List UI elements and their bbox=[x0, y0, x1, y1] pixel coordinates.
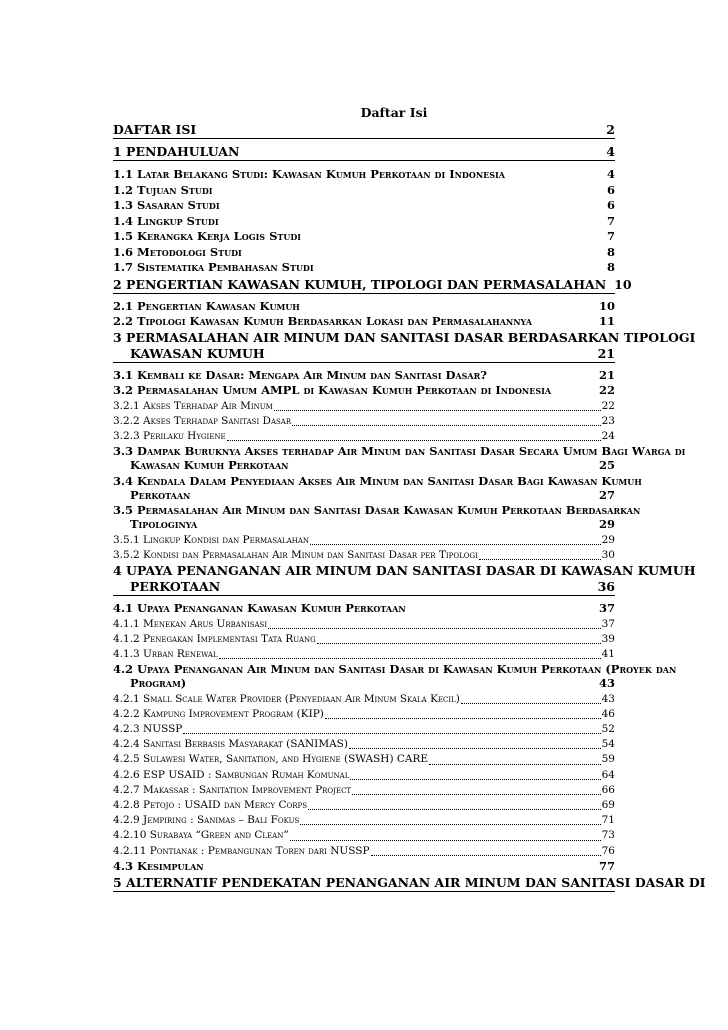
toc-entry[interactable] bbox=[113, 752, 615, 767]
toc-page-number: 8 bbox=[606, 260, 615, 274]
toc-entry-title: 1.4 Lingkup Studi bbox=[113, 213, 219, 228]
toc-entry-title: 3.5.2 Kondisi dan Permasalahan Air Minum dan Sanitasi Dasar per Tipologi bbox=[113, 548, 478, 561]
toc-entry[interactable] bbox=[113, 368, 615, 384]
toc-page-number: 7 bbox=[606, 229, 615, 243]
toc-entry-title: 4.1.1 Menekan Arus Urbanisasi bbox=[113, 617, 268, 630]
toc-entry-title: Program) bbox=[130, 676, 187, 691]
toc-entry-title: 4.3 Kesimpulan bbox=[113, 858, 204, 873]
toc-entry-title: 4.2.1 Small Scale Water Provider (Penyediaan Air Minum Skala Kecil) bbox=[113, 692, 460, 705]
toc-entry-title: 3.5.1 Lingkup Kondisi dan Permasalahan bbox=[113, 533, 310, 546]
toc-entry[interactable] bbox=[113, 214, 615, 230]
toc-leader bbox=[292, 425, 600, 426]
toc-entry[interactable] bbox=[113, 473, 642, 504]
toc-page-number: 4 bbox=[606, 144, 615, 159]
toc-page-number: 41 bbox=[601, 647, 615, 660]
toc-entry-title: Perkotaan bbox=[130, 487, 191, 502]
toc-page-number: 71 bbox=[601, 814, 615, 827]
toc-entry-title: 4.2.10 Surabaya “Green and Clean” bbox=[113, 829, 289, 842]
toc-entry-title: 3.2.1 Akses Terhadap Air Minum bbox=[113, 399, 273, 412]
toc-entry[interactable] bbox=[113, 383, 615, 399]
toc-page-number: 37 bbox=[598, 601, 615, 616]
toc-entry-title: 1.3 Sasaran Studi bbox=[113, 198, 220, 212]
toc-page-number: 7 bbox=[606, 213, 615, 228]
toc-page-number: 22 bbox=[598, 383, 615, 397]
toc-page-number: 30 bbox=[601, 548, 615, 561]
toc-entry-title: 1 PENDAHULUAN bbox=[113, 144, 240, 159]
toc-page-number: 8 bbox=[606, 244, 615, 259]
toc-entry[interactable] bbox=[113, 828, 615, 843]
toc-page-number: 22 bbox=[601, 399, 615, 412]
toc-entry-title: 4.2.5 Sulawesi Water, Sanitation, and Hygiene (SWASH) CARE bbox=[113, 753, 429, 766]
toc-page-number: 59 bbox=[601, 753, 615, 766]
toc-entry[interactable] bbox=[113, 692, 615, 707]
toc-page-number: 27 bbox=[598, 487, 615, 502]
toc-entry-title-line: 3 PERMASALAHAN AIR MINUM DAN SANITASI DASAR BERDASARKAN TIPOLOGI bbox=[113, 329, 696, 345]
toc-entry-title: 1.5 Kerangka Kerja Logis Studi bbox=[113, 229, 302, 243]
toc-entry[interactable] bbox=[113, 229, 615, 245]
toc-entry[interactable] bbox=[113, 601, 615, 617]
toc-page-number: 10 bbox=[614, 276, 632, 292]
toc-entry[interactable] bbox=[113, 707, 615, 722]
toc-leader bbox=[274, 410, 601, 411]
table-of-contents bbox=[113, 121, 706, 892]
toc-page-number: 21 bbox=[598, 367, 615, 382]
toc-entry[interactable] bbox=[113, 647, 615, 662]
toc-entry-title: 3.1 Kembali ke Dasar: Mengapa Air Minum dan Sanitasi Dasar? bbox=[113, 367, 487, 382]
toc-entry-title: Tipologinya bbox=[130, 517, 198, 532]
toc-entry-title: 4.2.6 ESP USAID : Sambungan Rumah Komunal bbox=[113, 768, 350, 781]
toc-entry[interactable] bbox=[113, 198, 615, 214]
toc-entry-title: 2.1 Pengertian Kawasan Kumuh bbox=[113, 298, 300, 313]
toc-entry[interactable] bbox=[113, 874, 706, 892]
toc-page-number: 23 bbox=[601, 414, 615, 427]
toc-entry-title: 2 PENGERTIAN KAWASAN KUMUH, TIPOLOGI DAN PERMASALAHAN bbox=[113, 276, 607, 292]
toc-entry-title-line: 4.2 Upaya Penanganan Air Minum dan Sanitasi Dasar di Kawasan Kumuh Perkotaan (Proyek dan bbox=[113, 662, 677, 677]
toc-entry-title: 4.1 Upaya Penanganan Kawasan Kumuh Perkotaan bbox=[113, 601, 406, 616]
toc-page-number: 43 bbox=[601, 692, 615, 705]
toc-entry-title: 1.1 Latar Belakang Studi: Kawasan Kumuh Perkotaan di Indonesia bbox=[113, 167, 505, 181]
toc-entry[interactable] bbox=[113, 859, 615, 875]
toc-entry-title: 3.2.2 Akses Terhadap Sanitasi Dasar bbox=[113, 414, 292, 427]
toc-page-number: 24 bbox=[601, 429, 615, 442]
toc-leader bbox=[308, 809, 601, 810]
toc-page-number: 69 bbox=[601, 799, 615, 812]
toc-entry[interactable] bbox=[113, 143, 615, 161]
toc-page-number: 39 bbox=[601, 632, 615, 645]
toc-entry-title: 1.6 Metodologi Studi bbox=[113, 244, 242, 259]
toc-leader bbox=[349, 748, 601, 749]
toc-entry[interactable] bbox=[113, 503, 641, 533]
toc-leader bbox=[325, 718, 601, 719]
page-title: Daftar Isi bbox=[360, 105, 428, 120]
toc-page-number: 54 bbox=[601, 738, 615, 751]
toc-leader bbox=[219, 658, 601, 659]
toc-entry-title: 4.2.7 Makassar : Sanitation Improvement Project bbox=[113, 783, 352, 796]
toc-leader bbox=[310, 544, 601, 545]
toc-entry[interactable] bbox=[113, 314, 615, 330]
toc-entry[interactable] bbox=[113, 245, 615, 261]
toc-page-number: 37 bbox=[601, 617, 615, 630]
toc-entry[interactable] bbox=[113, 798, 615, 813]
toc-entry-title: 4.2.4 Sanitasi Berbasis Masyarakat (SANIMAS) bbox=[113, 738, 348, 751]
toc-page-number: 52 bbox=[601, 723, 615, 736]
toc-leader bbox=[371, 855, 601, 856]
toc-entry[interactable] bbox=[113, 276, 632, 294]
toc-entry[interactable] bbox=[113, 533, 615, 548]
toc-page-number: 4 bbox=[606, 167, 615, 181]
toc-page-number: 73 bbox=[601, 829, 615, 842]
toc-entry-title: 2.2 Tipologi Kawasan Kumuh Berdasarkan Lokasi dan Permasalahannya bbox=[113, 314, 532, 328]
toc-page-number: 43 bbox=[598, 676, 615, 691]
toc-page-number: 25 bbox=[598, 458, 615, 473]
toc-entry[interactable] bbox=[113, 299, 615, 315]
toc-entry[interactable] bbox=[113, 783, 615, 798]
toc-entry-title: 4.2.2 Kampung Improvement Program (KIP) bbox=[113, 707, 324, 720]
toc-page-number: 64 bbox=[601, 768, 615, 781]
toc-entry-title: DAFTAR ISI bbox=[113, 122, 197, 137]
toc-page bbox=[113, 104, 706, 892]
toc-entry[interactable] bbox=[113, 183, 615, 199]
toc-entry[interactable] bbox=[113, 121, 615, 139]
toc-leader bbox=[461, 703, 601, 704]
toc-entry[interactable] bbox=[113, 844, 615, 859]
toc-entry-title: 4.1.3 Urban Renewal bbox=[113, 647, 218, 660]
toc-leader bbox=[183, 733, 600, 734]
toc-entry-title: 5 ALTERNATIF PENDEKATAN PENANGANAN AIR MINUM DAN SANITASI DASAR DI bbox=[113, 875, 706, 891]
toc-entry-title: 1.7 Sistematika Pembahasan Studi bbox=[113, 260, 314, 274]
toc-entry-title: 4.1.2 Penegakan Implementasi Tata Ruang bbox=[113, 632, 316, 645]
toc-entry[interactable] bbox=[113, 399, 615, 414]
toc-leader bbox=[300, 824, 600, 825]
toc-leader bbox=[227, 440, 601, 441]
toc-leader bbox=[350, 779, 600, 780]
toc-page-number: 77 bbox=[598, 858, 615, 873]
toc-entry-title-line: 4 UPAYA PENANGANAN AIR MINUM DAN SANITASI DASAR DI KAWASAN KUMUH bbox=[113, 563, 696, 579]
toc-page-number: 10 bbox=[598, 298, 615, 313]
toc-entry[interactable] bbox=[113, 260, 615, 276]
toc-entry[interactable] bbox=[113, 167, 615, 183]
toc-entry-title-line: 3.4 Kendala Dalam Penyediaan Akses Air Minum dan Sanitasi Dasar Bagi Kawasan Kumuh bbox=[113, 473, 642, 488]
toc-page-number: 76 bbox=[601, 844, 615, 857]
toc-entry[interactable] bbox=[113, 617, 615, 632]
toc-leader bbox=[290, 840, 601, 841]
toc-page-number: 46 bbox=[601, 707, 615, 720]
toc-leader bbox=[268, 628, 601, 629]
toc-page-number: 21 bbox=[597, 345, 615, 361]
toc-leader bbox=[317, 643, 601, 644]
toc-leader bbox=[352, 794, 601, 795]
toc-page-number: 29 bbox=[601, 533, 615, 546]
toc-page-number: 29 bbox=[598, 517, 615, 532]
toc-entry[interactable] bbox=[113, 329, 696, 363]
toc-entry[interactable] bbox=[113, 768, 615, 783]
toc-entry-title-line: 3.3 Dampak Buruknya Akses terhadap Air Minum dan Sanitasi Dasar Secara Umum Bagi Warga di bbox=[113, 444, 686, 459]
toc-entry[interactable] bbox=[113, 414, 615, 429]
toc-entry-title: 4.2.9 Jempiring : Sanimas – Bali Fokus bbox=[113, 814, 300, 827]
toc-page-number: 11 bbox=[598, 314, 615, 328]
toc-entry-title: 4.2.11 Pontianak : Pembangunan Toren dari NUSSP bbox=[113, 844, 370, 857]
toc-entry-title: PERKOTAAN bbox=[130, 579, 221, 595]
toc-entry-title: KAWASAN KUMUH bbox=[130, 345, 265, 361]
toc-entry[interactable] bbox=[113, 722, 615, 737]
toc-entry[interactable] bbox=[113, 563, 696, 596]
toc-entry-title: 1.2 Tujuan Studi bbox=[113, 182, 213, 197]
toc-leader bbox=[429, 764, 601, 765]
toc-entry-title-line: 3.5 Permasalahan Air Minum dan Sanitasi Dasar Kawasan Kumuh Perkotaan Berdasarkan bbox=[113, 503, 641, 518]
toc-entry[interactable] bbox=[113, 429, 615, 444]
toc-page-number: 6 bbox=[606, 182, 615, 197]
toc-entry-title: 4.2.3 NUSSP bbox=[113, 723, 183, 736]
toc-entry-title: 4.2.8 Petojo : USAID dan Mercy Corps bbox=[113, 799, 308, 812]
toc-entry-title: 3.2 Permasalahan Umum AMPL di Kawasan Kumuh Perkotaan di Indonesia bbox=[113, 383, 552, 397]
toc-page-number: 2 bbox=[606, 122, 615, 137]
toc-page-number: 66 bbox=[601, 783, 615, 796]
toc-entry-title: Kawasan Kumuh Perkotaan bbox=[130, 458, 289, 473]
toc-leader bbox=[479, 559, 601, 560]
toc-entry[interactable] bbox=[113, 662, 677, 692]
toc-entry[interactable] bbox=[113, 813, 615, 828]
toc-entry[interactable] bbox=[113, 444, 686, 474]
toc-page-number: 36 bbox=[597, 579, 615, 595]
toc-entry[interactable] bbox=[113, 632, 615, 647]
toc-entry[interactable] bbox=[113, 548, 615, 563]
toc-entry-title: 3.2.3 Perilaku Hygiene bbox=[113, 429, 226, 442]
toc-entry[interactable] bbox=[113, 737, 615, 752]
toc-page-number: 6 bbox=[606, 198, 615, 212]
